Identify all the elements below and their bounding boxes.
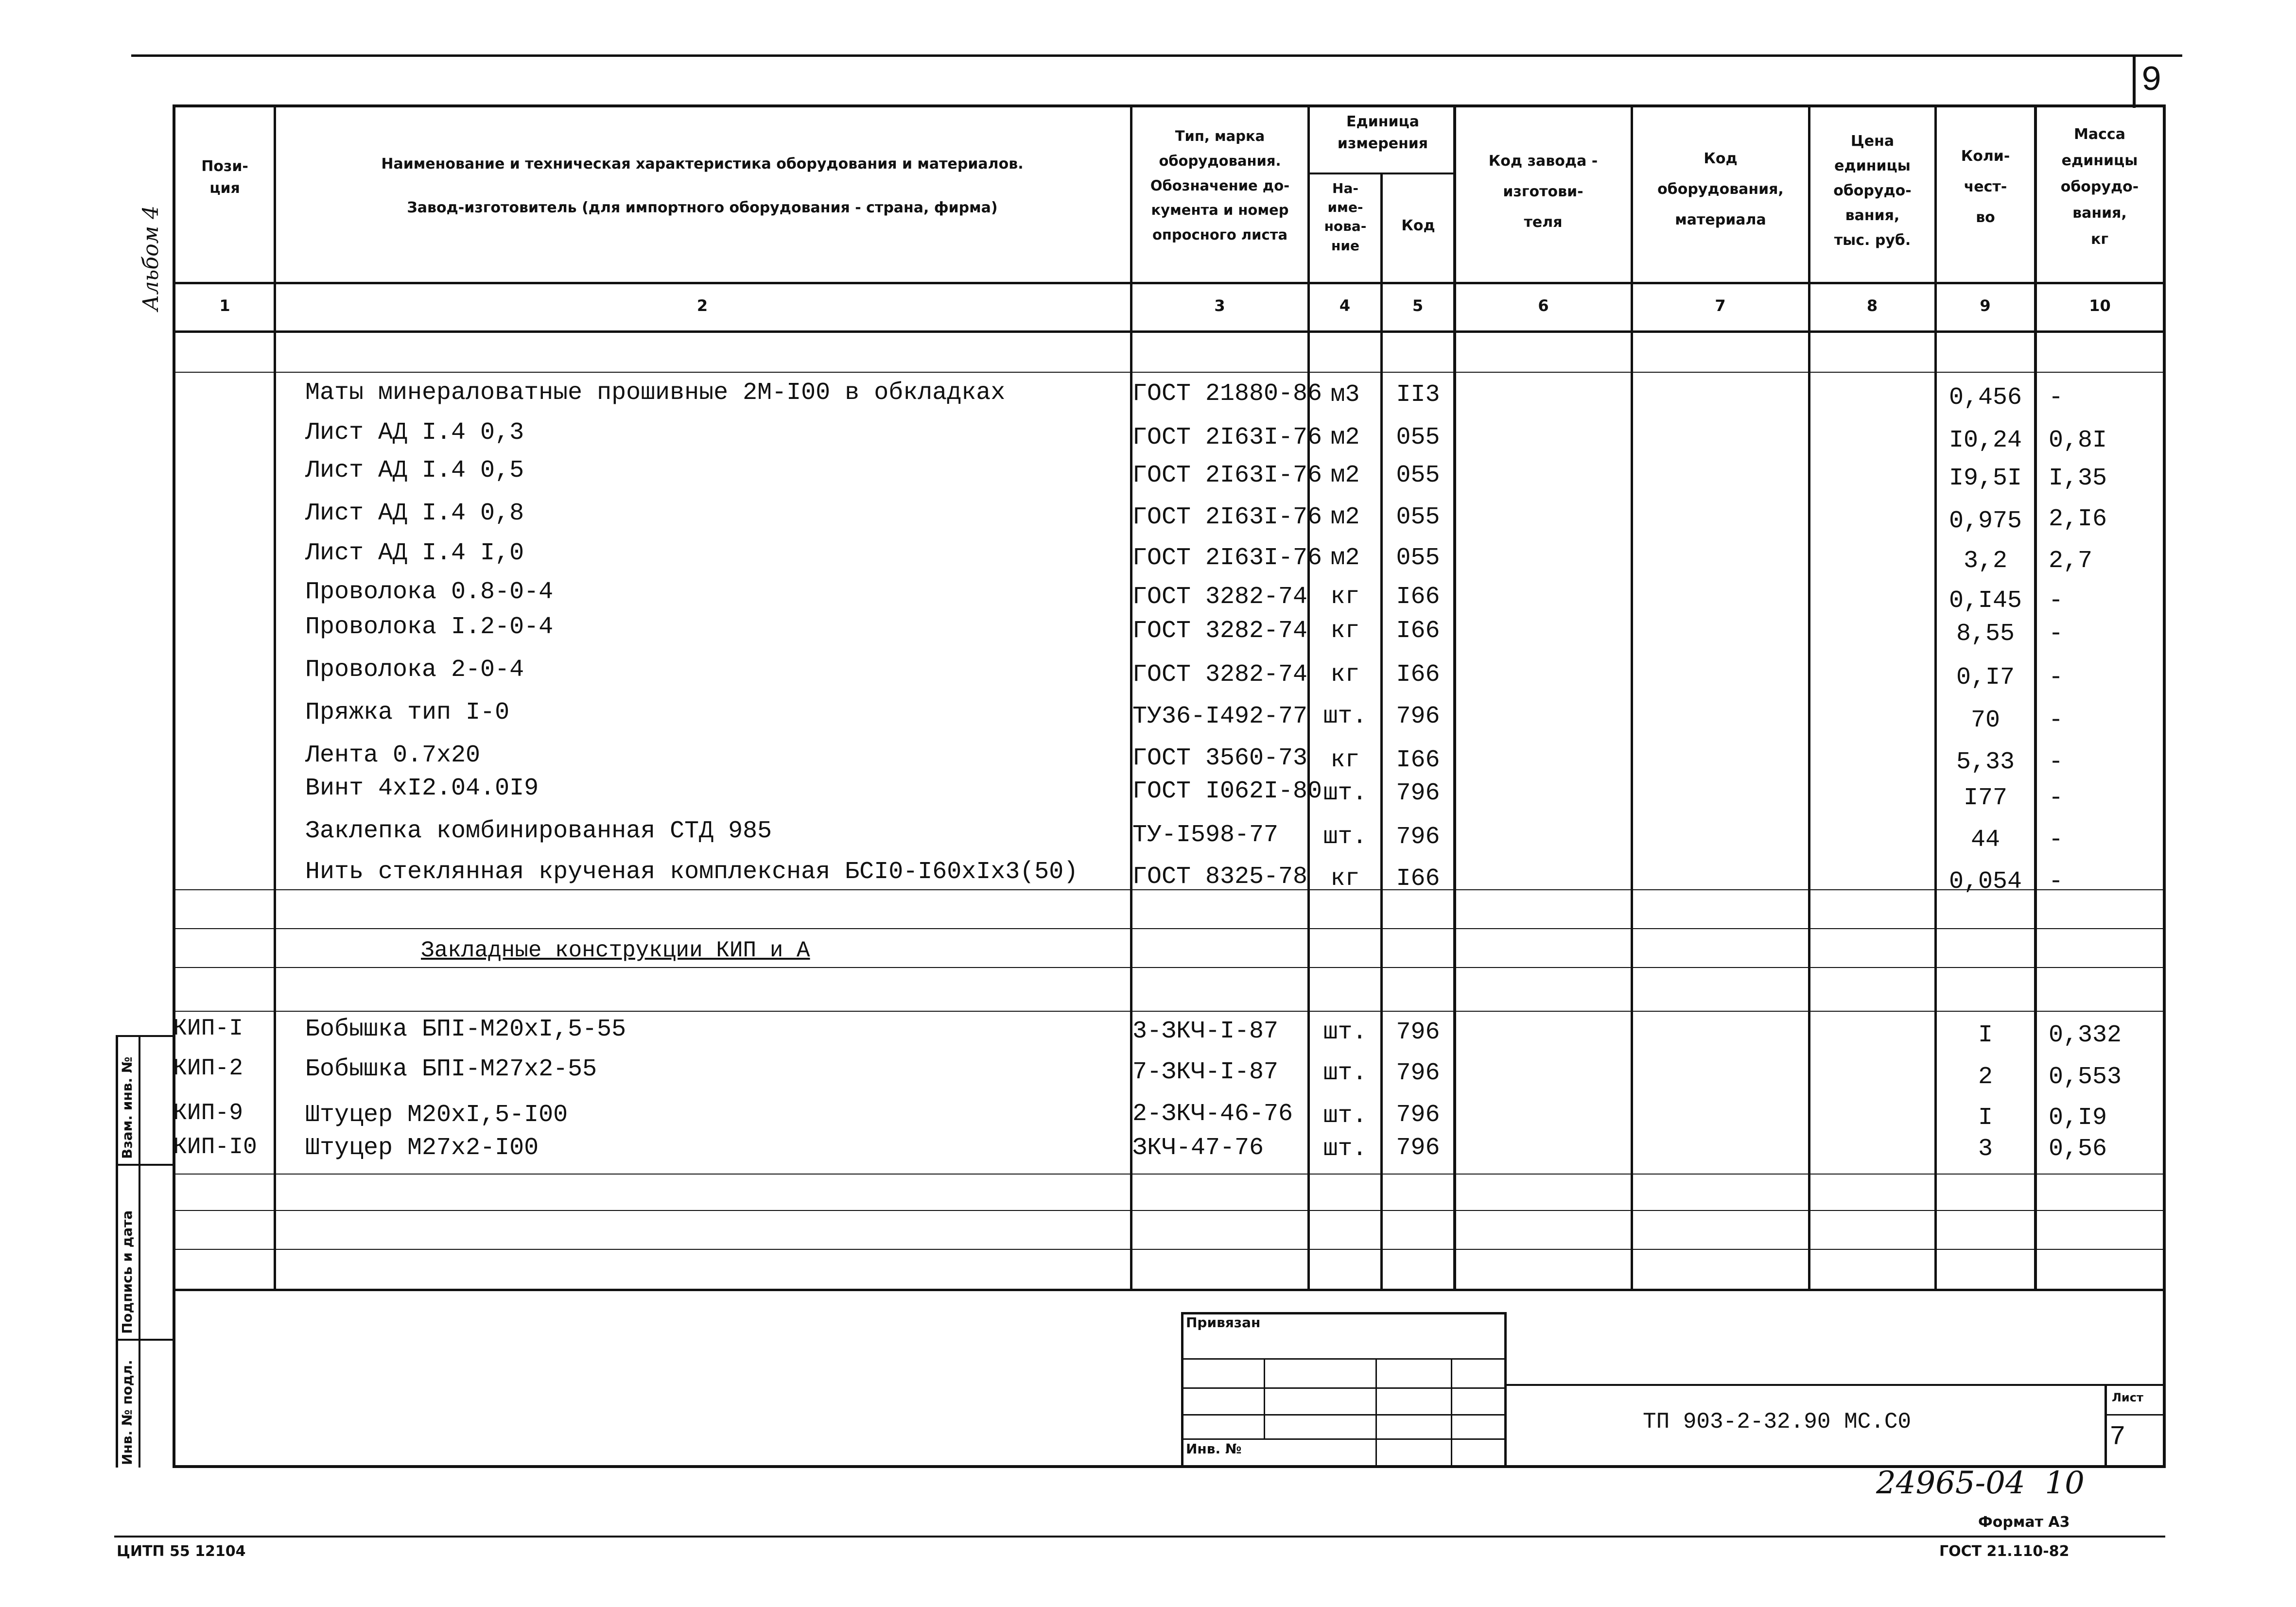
- col-divider-8: [1934, 104, 1937, 1290]
- row-mass: I,35: [2049, 465, 2107, 492]
- row-unit: шт.: [1323, 1135, 1367, 1163]
- header-unit-group: Единица измерения: [1337, 113, 1428, 152]
- header-unit-code: Код: [1401, 217, 1435, 234]
- row-code: 055: [1396, 462, 1440, 489]
- row-mass: -: [2049, 707, 2064, 734]
- row-line: [173, 928, 2165, 929]
- row-code: 796: [1396, 1059, 1440, 1087]
- row-quantity: 44: [1970, 826, 2000, 854]
- row-name: Бобышка БПI-М20хI,5-55: [305, 1016, 626, 1043]
- row-mass: -: [2049, 784, 2064, 812]
- row-mass: -: [2049, 748, 2064, 776]
- footer-left: ЦИТП 55 12104: [117, 1543, 246, 1560]
- row-quantity: 2: [1978, 1063, 1993, 1091]
- format-label: Формат А3: [1978, 1514, 2070, 1531]
- stamp-line: [1181, 1387, 1507, 1389]
- column-number: 7: [1715, 296, 1726, 315]
- row-quantity: 5,33: [1956, 748, 2015, 776]
- column-number: 3: [1214, 296, 1225, 315]
- side-label-vzam: Взам. инв. №: [119, 1056, 135, 1159]
- stamp-col: [1375, 1358, 1377, 1465]
- row-type: ЗКЧ-47-76: [1132, 1134, 1264, 1162]
- row-mass: 0,I9: [2049, 1104, 2107, 1132]
- row-line: [173, 1011, 2165, 1012]
- row-type: ГОСТ 3282-74: [1132, 583, 1308, 611]
- row-type: ГОСТ I062I-80: [1132, 778, 1322, 805]
- row-unit: шт.: [1323, 703, 1367, 730]
- row-code: 796: [1396, 1101, 1440, 1129]
- list-number: 7: [2109, 1421, 2126, 1452]
- row-type: ТУ-I598-77: [1132, 821, 1279, 849]
- row-mass: 0,332: [2049, 1021, 2122, 1049]
- col-divider-1: [274, 104, 276, 1290]
- header-factory-code: Код завода - изготови- теля: [1488, 153, 1598, 231]
- row-quantity: I9,5I: [1948, 465, 2022, 492]
- list-box-line: [2105, 1414, 2165, 1416]
- row-unit: кг: [1330, 617, 1360, 645]
- row-code: 055: [1396, 424, 1440, 451]
- stamp-line: [1181, 1414, 1507, 1416]
- row-name: Маты минераловатные прошивные 2М-I00 в обкладках: [305, 379, 1006, 407]
- privyazan-label: Привязан: [1186, 1314, 1261, 1331]
- table-bottom-border: [173, 1465, 2166, 1468]
- row-mass: 0,553: [2049, 1063, 2122, 1091]
- row-unit: шт.: [1323, 779, 1367, 807]
- row-unit: м2: [1330, 462, 1360, 489]
- row-mass: -: [2049, 587, 2064, 615]
- row-quantity: I: [1978, 1104, 1993, 1132]
- row-type: ТУ36-I492-77: [1132, 703, 1308, 730]
- row-line: [173, 1249, 2165, 1250]
- row-quantity: 0,I45: [1948, 587, 2022, 615]
- row-mass: -: [2049, 868, 2064, 896]
- row-quantity: 0,456: [1948, 384, 2022, 412]
- row-code: I66: [1396, 661, 1440, 689]
- header-bottom-line: [173, 282, 2165, 284]
- bottom-border-line: [114, 1536, 2165, 1538]
- title-block-top: [1507, 1384, 2165, 1386]
- header-price: Цена единицы оборудо- вания, тыс. руб.: [1833, 133, 1912, 249]
- row-mass: 2,I6: [2049, 505, 2107, 533]
- row-name: Пряжка тип I-0: [305, 699, 510, 726]
- row-type: ГОСТ 8325-78: [1132, 863, 1308, 891]
- row-type: ГОСТ 2I63I-76: [1132, 462, 1322, 489]
- list-box-divider: [2105, 1384, 2107, 1467]
- row-quantity: 0,975: [1948, 507, 2022, 535]
- col-divider-7: [1808, 104, 1810, 1290]
- row-name: Проволока I.2-0-4: [305, 613, 554, 641]
- row-line: [173, 1174, 2165, 1175]
- header-quantity: Коли- чест- во: [1961, 148, 2010, 226]
- column-number: 10: [2089, 296, 2111, 315]
- album-label: Альбом 4: [139, 205, 163, 311]
- side-label-podpis: Подпись и дата: [119, 1210, 135, 1334]
- row-unit: м3: [1330, 381, 1360, 409]
- side-label-inv-podl: Инв. № подл.: [119, 1360, 135, 1465]
- row-unit: шт.: [1323, 823, 1367, 851]
- row-type: ГОСТ 3560-73: [1132, 744, 1308, 772]
- row-type: ГОСТ 2I63I-76: [1132, 424, 1322, 451]
- row-unit: шт.: [1323, 1059, 1367, 1087]
- handwritten-number: 24965-04 10: [1876, 1465, 2085, 1501]
- row-type: ГОСТ 3282-74: [1132, 661, 1308, 689]
- column-number: 8: [1866, 296, 1878, 315]
- table-top-border: [173, 104, 2165, 107]
- side-strip-divider: [116, 1339, 173, 1341]
- side-strip-divider: [116, 1164, 173, 1166]
- row-name: Штуцер М27х2-I00: [305, 1134, 539, 1162]
- row-quantity: 0,I7: [1956, 664, 2015, 691]
- row-name: Штуцер М20хI,5-I00: [305, 1101, 568, 1129]
- header-mass: Масса единицы оборудо- вания, кг: [2060, 126, 2139, 248]
- row-code: II3: [1396, 381, 1440, 409]
- row-code: 055: [1396, 503, 1440, 531]
- row-mass: 0,8I: [2049, 427, 2107, 454]
- row-position: КИП-I: [173, 1016, 244, 1042]
- row-quantity: 3: [1978, 1135, 1993, 1163]
- row-code: 796: [1396, 703, 1440, 730]
- row-type: 2-ЗКЧ-46-76: [1132, 1100, 1293, 1128]
- row-unit: кг: [1330, 865, 1360, 893]
- side-strip-inner: [139, 1035, 140, 1468]
- document-code: ТП 903-2-32.90 МС.С0: [1643, 1409, 1912, 1434]
- row-name: Лист АД I.4 I,0: [305, 539, 524, 567]
- row-position: КИП-9: [173, 1100, 244, 1126]
- row-name: Заклепка комбинированная СТД 985: [305, 817, 772, 845]
- row-name: Лист АД I.4 0,8: [305, 500, 524, 527]
- row-type: ГОСТ 2I63I-76: [1132, 544, 1322, 572]
- row-code: I66: [1396, 583, 1440, 611]
- column-number: 5: [1412, 296, 1424, 315]
- row-quantity: I77: [1963, 784, 2007, 812]
- stamp-col: [1264, 1358, 1265, 1438]
- row-quantity: I0,24: [1948, 427, 2022, 454]
- number-row-bottom-line: [173, 330, 2165, 333]
- header-unit-name: На- име- нова- ние: [1324, 180, 1367, 254]
- row-code: I66: [1396, 865, 1440, 893]
- row-name: Винт 4хI2.04.0I9: [305, 775, 539, 802]
- row-line: [173, 372, 2165, 373]
- row-code: 796: [1396, 823, 1440, 851]
- table-left-border: [173, 104, 175, 1468]
- column-number: 4: [1339, 296, 1351, 315]
- row-position: КИП-I0: [173, 1134, 257, 1160]
- sheet-number: 9: [2141, 61, 2162, 101]
- row-name: Лист АД I.4 0,5: [305, 457, 524, 484]
- stamp-col: [1451, 1358, 1452, 1465]
- header-name-line2: Завод-изготовитель (для импортного оборудования - страна, фирма): [407, 199, 998, 216]
- row-code: 055: [1396, 544, 1440, 572]
- row-mass: 0,56: [2049, 1135, 2107, 1163]
- side-strip-outer: [116, 1035, 118, 1468]
- row-type: 7-ЗКЧ-I-87: [1132, 1058, 1279, 1086]
- column-number: 9: [1980, 296, 1991, 315]
- column-number: 6: [1538, 296, 1549, 315]
- header-material-code: Код оборудования, материала: [1657, 150, 1784, 228]
- row-position: КИП-2: [173, 1055, 244, 1082]
- column-number: 2: [696, 296, 708, 315]
- header-name-line1: Наименование и техническая характеристика оборудования и материалов.: [381, 156, 1024, 173]
- row-type: ГОСТ 3282-74: [1132, 617, 1308, 645]
- row-code: I66: [1396, 746, 1440, 774]
- row-quantity: 3,2: [1963, 547, 2007, 575]
- row-unit: кг: [1330, 746, 1360, 774]
- col-divider-6: [1631, 104, 1633, 1290]
- row-unit: кг: [1330, 583, 1360, 611]
- row-line: [173, 967, 2165, 968]
- row-unit: м2: [1330, 544, 1360, 572]
- stamp-line: [1181, 1438, 1507, 1440]
- row-unit: кг: [1330, 661, 1360, 689]
- row-mass: -: [2049, 384, 2064, 412]
- row-type: 3-ЗКЧ-I-87: [1132, 1018, 1279, 1045]
- row-name: Бобышка БПI-М27х2-55: [305, 1055, 597, 1083]
- sheet-number-divider: [2133, 54, 2136, 108]
- row-code: I66: [1396, 617, 1440, 645]
- section-heading: Закладные конструкции КИП и А: [421, 938, 810, 963]
- list-label: Лист: [2112, 1391, 2143, 1404]
- row-quantity: 70: [1970, 707, 2000, 734]
- header-type: Тип, марка оборудования. Обозначение до- кумента и номер опросного листа: [1150, 128, 1290, 243]
- row-quantity: 8,55: [1956, 620, 2015, 648]
- row-quantity: I: [1978, 1021, 1993, 1049]
- side-strip-top: [116, 1035, 173, 1037]
- row-unit: м2: [1330, 424, 1360, 451]
- row-unit: шт.: [1323, 1102, 1367, 1130]
- row-name: Проволока 0.8-0-4: [305, 578, 554, 606]
- row-mass: -: [2049, 664, 2064, 691]
- row-code: 796: [1396, 779, 1440, 807]
- row-quantity: 0,054: [1948, 868, 2022, 896]
- col-divider-5: [1453, 104, 1456, 1290]
- table-right-border: [2163, 104, 2166, 1468]
- row-mass: -: [2049, 620, 2064, 648]
- col-divider-9: [2034, 104, 2037, 1290]
- header-position: Пози- ция: [201, 158, 248, 197]
- row-name: Лента 0.7х20: [305, 742, 481, 769]
- row-code: 796: [1396, 1134, 1440, 1162]
- row-type: ГОСТ 21880-86: [1132, 380, 1322, 408]
- row-line: [173, 1210, 2165, 1211]
- row-mass: -: [2049, 826, 2064, 854]
- row-name: Лист АД I.4 0,3: [305, 419, 524, 447]
- row-code: 796: [1396, 1019, 1440, 1046]
- gost-label: ГОСТ 21.110-82: [1939, 1543, 2070, 1560]
- row-mass: 2,7: [2049, 547, 2093, 575]
- row-name: Проволока 2-0-4: [305, 656, 524, 684]
- stamp-line: [1181, 1358, 1507, 1360]
- body-bottom-line: [173, 1289, 2165, 1291]
- row-unit: м2: [1330, 503, 1360, 531]
- row-unit: шт.: [1323, 1019, 1367, 1046]
- row-name: Нить стеклянная крученая комплексная БСI0-I60хIх3(50): [305, 858, 1078, 886]
- row-type: ГОСТ 2I63I-76: [1132, 503, 1322, 531]
- inv-no-label: Инв. №: [1186, 1441, 1242, 1457]
- top-border-line: [131, 54, 2182, 57]
- column-number: 1: [219, 296, 230, 315]
